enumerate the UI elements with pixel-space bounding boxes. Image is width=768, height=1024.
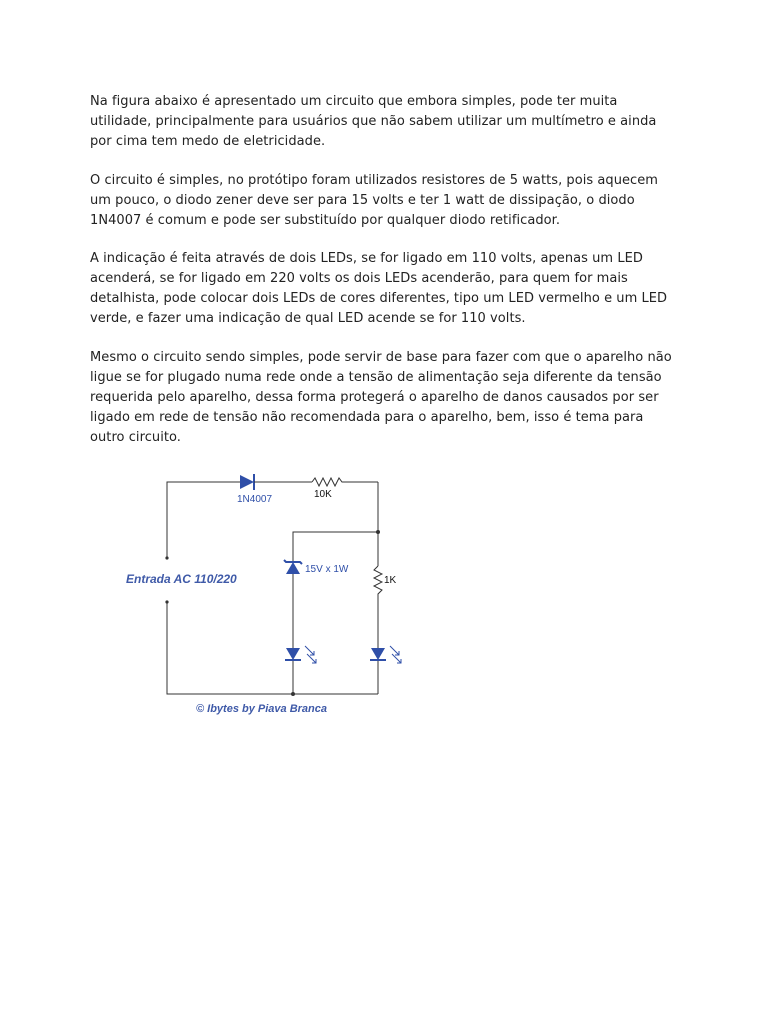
terminal-bottom (165, 600, 168, 603)
paragraph-intro: Na figura abaixo é apresentado um circuito que embora simples, pode ter muita utilidade, principalmente para usuários que não sabem utilizar um multímetro e ainda por cima tem medo de eletricidade. (90, 94, 657, 149)
resistor-1k-label: 1K (384, 575, 397, 586)
led-2-symbol (370, 646, 401, 663)
resistor-1k-symbol (374, 566, 382, 596)
diode-1n4007-symbol (240, 474, 268, 490)
paragraph-leds: A indicação é feita através de dois LEDs, se for ligado em 110 volts, apenas um LED acenderá, se for ligado em 220 volts os dois LEDs acenderão, para quem for mais detalhista, pode colocar dois LEDs de cores diferentes, tipo um LED vermelho e um LED verde, e fazer uma indicação de qual LED acende se for 110 volts. (90, 251, 668, 326)
terminal-top (165, 556, 168, 559)
paragraph-protection: Mesmo o circuito sendo simples, pode servir de base para fazer com que o aparelho não ligue se for plugado numa rede onde a tensão de alimentação seja diferente da tensão requerida pelo aparelho, dessa forma protegerá o aparelho de danos causados por ser ligado em rede de tensão não recomendada para o aparelho, bem, isso é tema para outro circuito. (90, 349, 672, 445)
credit-label: © Ibytes by Piava Branca (196, 703, 328, 715)
resistor-10k-symbol (312, 478, 344, 486)
led-1-symbol (285, 646, 316, 663)
wire-bottom (167, 602, 378, 694)
circuit-diagram (100, 466, 420, 722)
diode-label: 1N4007 (237, 494, 273, 505)
resistor-10k-label: 10K (314, 489, 332, 500)
zener-diode-symbol (284, 560, 302, 574)
paragraph-components: O circuito é simples, no protótipo foram utilizados resistores de 5 watts, pois aquecem um pouco, o diodo zener deve ser para 15 volts e ter 1 watt de dissipação, o diodo 1N4007 é comum e pode ser substituído por qualquer diodo retificador. (90, 172, 659, 228)
junction-dot-bottom (291, 692, 295, 696)
wire-top-left (167, 482, 240, 558)
zener-label: 15V x 1W (305, 564, 349, 575)
junction-dot-top-right (376, 530, 380, 534)
circuit-wires (167, 482, 378, 694)
article-body (90, 92, 690, 466)
wire-inner-top (293, 532, 378, 562)
input-label: Entrada AC 110/220 (126, 572, 237, 586)
